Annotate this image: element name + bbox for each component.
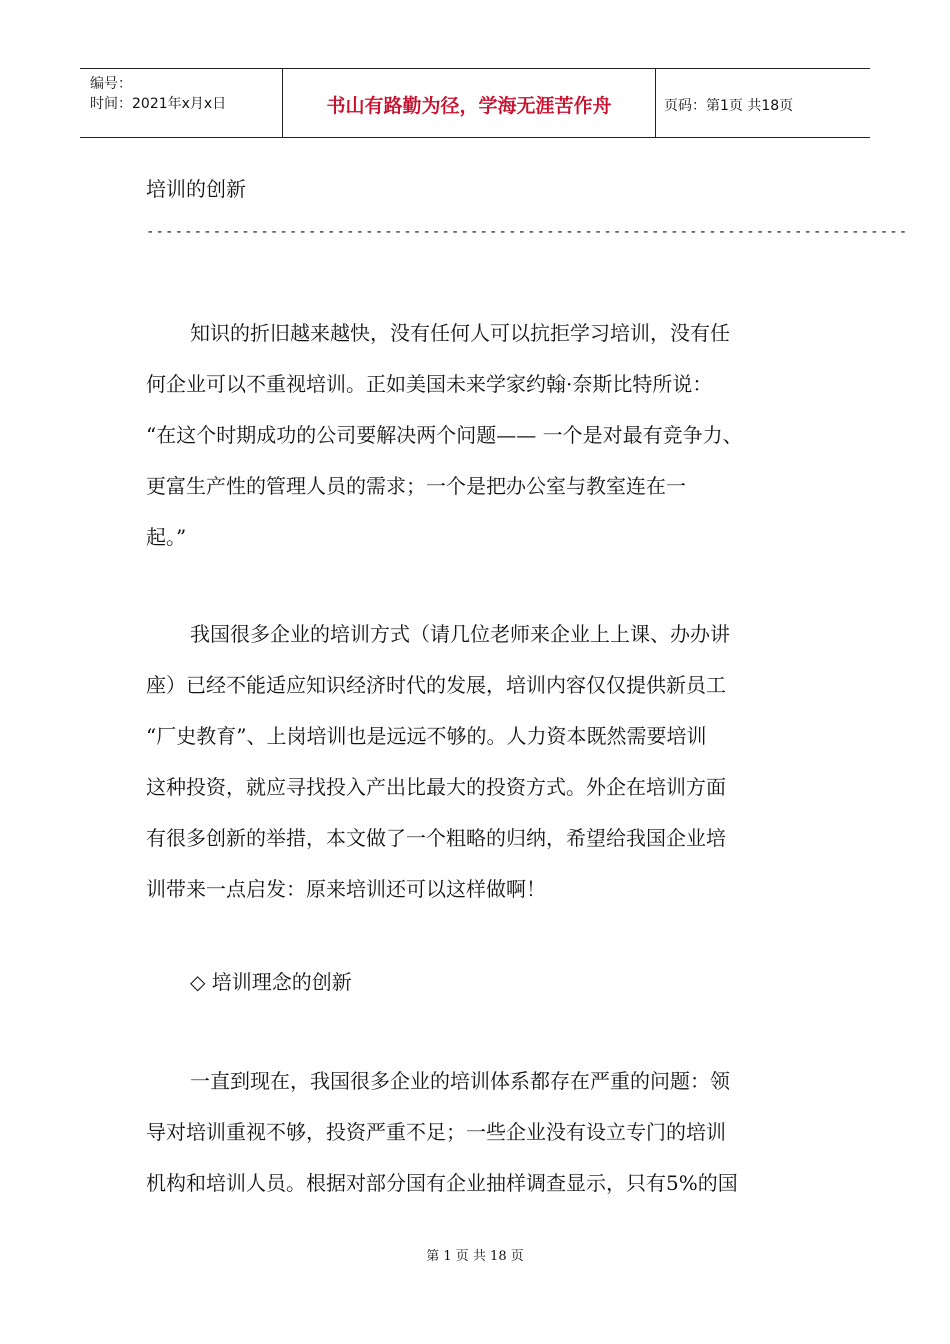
doc-title: 培训的创新 <box>146 177 246 201</box>
paragraph-1 <box>146 308 826 563</box>
header-meta-cell <box>80 69 283 137</box>
separator-line: -------------------------------------------------------------------------------- <box>146 224 909 240</box>
paragraph-line: 我国很多企业的培训方式（请几位老师来企业上上课、办办讲 <box>190 622 730 646</box>
header-page-cell <box>656 69 870 137</box>
page-footer: 第 1 页 共 18 页 <box>426 1249 524 1264</box>
paragraph-line: 这种投资，就应寻找投入产出比最大的投资方式。外企在培训方面 <box>146 775 726 799</box>
paragraph-line: “在这个时期成功的公司要解决两个问题—— 一个是对最有竞争力、 <box>146 423 743 447</box>
paragraph-line: 一直到现在，我国很多企业的培训体系都存在严重的问题：领 <box>190 1069 730 1093</box>
paragraph-line: 座）已经不能适应知识经济时代的发展，培训内容仅仅提供新员工 <box>146 673 726 697</box>
doc-number-label: 编号： <box>90 76 132 92</box>
paragraph-line: 有很多创新的举措，本文做了一个粗略的归纳，希望给我国企业培 <box>146 826 726 850</box>
doc-date-label: 时间：2021年x月x日 <box>90 96 227 112</box>
page-header <box>80 68 870 138</box>
paragraph-line: 起。” <box>146 525 187 549</box>
paragraph-line: 知识的折旧越来越快，没有任何人可以抗拒学习培训，没有任 <box>190 321 730 345</box>
header-motto: 书山有路勤为径，学海无涯苦作舟 <box>326 95 612 117</box>
paragraph-line: 更富生产性的管理人员的需求；一个是把办公室与教室连在一 <box>146 474 686 498</box>
paragraph-line: 机构和培训人员。根据对部分国有企业抽样调查显示，只有5%的国 <box>146 1171 738 1195</box>
paragraph-3 <box>146 1056 826 1209</box>
paragraph-line: 导对培训重视不够，投资严重不足；一些企业没有设立专门的培训 <box>146 1120 726 1144</box>
paragraph-line: “厂史教育”、上岗培训也是远远不够的。人力资本既然需要培训 <box>146 724 707 748</box>
paragraph-line: 训带来一点启发：原来培训还可以这样做啊！ <box>146 877 546 901</box>
header-page-code: 页码：第1页 共18页 <box>664 98 794 114</box>
paragraph-line: 何企业可以不重视培训。正如美国未来学家约翰·奈斯比特所说： <box>146 372 713 396</box>
header-motto-cell <box>283 69 656 137</box>
section-heading: ◇ 培训理念的创新 <box>190 970 352 994</box>
paragraph-2 <box>146 609 826 915</box>
